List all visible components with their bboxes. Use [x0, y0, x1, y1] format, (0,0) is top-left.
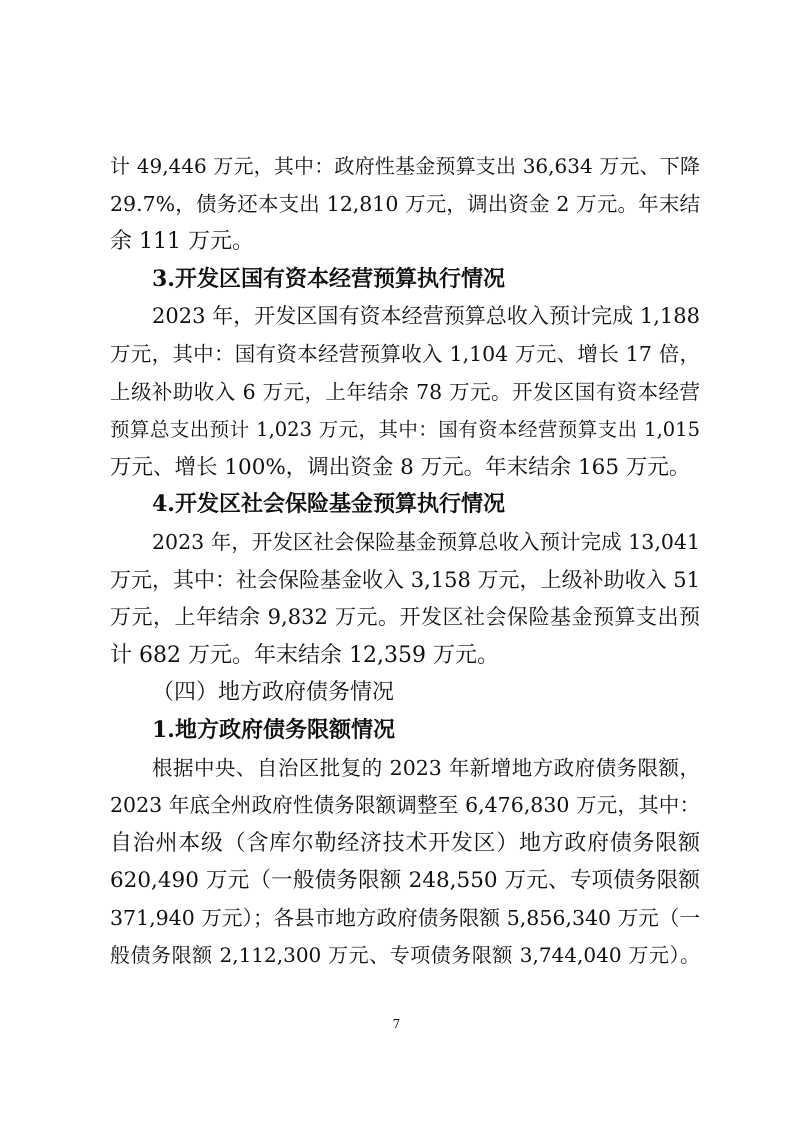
document-body: [110, 148, 700, 975]
body-line: 2023 年，开发区社会保险基金预算总收入预计完成 13,041: [152, 529, 700, 554]
body-line: 余 111 万元。: [110, 229, 254, 255]
body-line: 计 682 万元。年末结余 12,359 万元。: [110, 642, 499, 668]
body-line: 自治州本级（含库尔勒经济技术开发区）地方政府债务限额: [110, 830, 700, 856]
body-line: 预算总支出预计 1,023 万元，其中：国有资本经营预算支出 1,015: [110, 418, 700, 442]
body-line: 计 49,446 万元，其中：政府性基金预算支出 36,634 万元、下降: [110, 154, 700, 178]
body-line: 万元，其中：社会保险基金收入 3,158 万元，上级补助收入 51: [110, 567, 700, 592]
body-line: 万元、增长 100%，调出资金 8 万元。年末结余 165 万元。: [110, 454, 691, 480]
body-line: 2023 年，开发区国有资本经营预算总收入预计完成 1,188: [152, 304, 700, 329]
body-line: 万元，其中：国有资本经营预算收入 1,104 万元、增长 17 倍，: [110, 341, 700, 366]
subsection-heading: （四）地方政府债务情况: [152, 680, 395, 706]
body-line: 般债务限额 2,112,300 万元、专项债务限额 3,744,040 万元）。: [110, 943, 700, 968]
body-line: 29.7%，债务还本支出 12,810 万元，调出资金 2 万元。年末结: [110, 191, 700, 216]
body-line: 371,940 万元）；各县市地方政府债务限额 5,856,340 万元（一: [110, 905, 700, 930]
body-line: 2023 年底全州政府性债务限额调整至 6,476,830 万元，其中：: [110, 793, 700, 818]
section-heading: 3.开发区国有资本经营预算执行情况: [152, 265, 505, 292]
body-line: 根据中央、自治区批复的 2023 年新增地方政府债务限额，: [152, 755, 700, 780]
page-number: 7: [392, 1017, 401, 1031]
body-line: 620,490 万元（一般债务限额 248,550 万元、专项债务限额: [110, 868, 700, 894]
body-line: 万元，上年结余 9,832 万元。开发区社会保险基金预算支出预: [110, 605, 700, 630]
body-line: 上级补助收入 6 万元，上年结余 78 万元。开发区国有资本经营: [110, 379, 700, 404]
section-heading: 4.开发区社会保险基金预算执行情况: [152, 491, 505, 518]
section-heading: 1.地方政府债务限额情况: [152, 716, 395, 743]
